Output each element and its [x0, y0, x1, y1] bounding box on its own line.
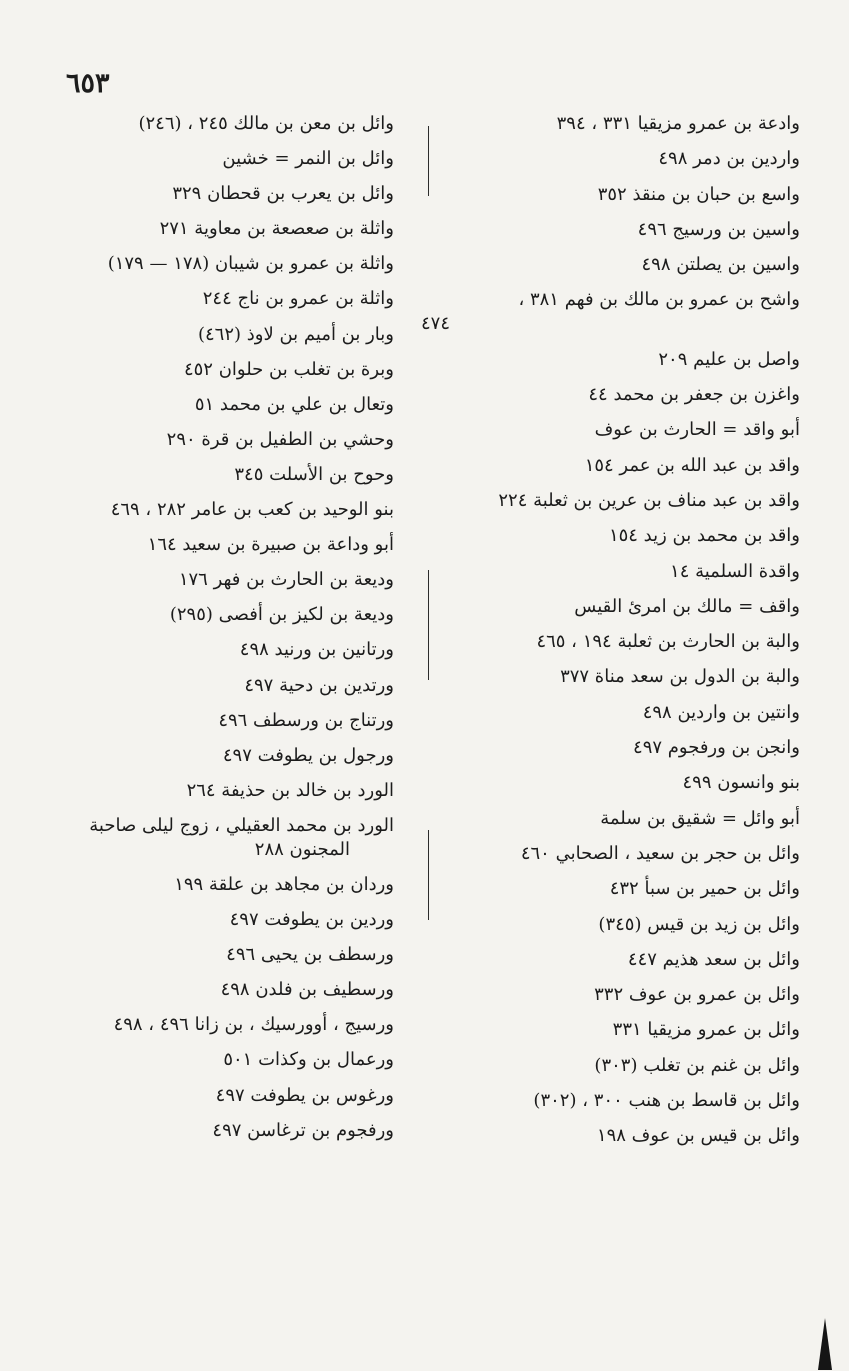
entry-text: واشح بن عمرو بن مالك بن فهم ٣٨١ ، — [518, 289, 800, 311]
entry-text: ورتانين بن ورنيد ٤٩٨ — [239, 639, 394, 661]
entry-text: واقدة السلمية ١٤ — [670, 560, 800, 582]
entry-text: وتعال بن علي بن محمد ٥١ — [194, 393, 394, 415]
index-entry — [4, 943, 394, 978]
index-entry — [4, 674, 394, 709]
entry-text: أبو واقد = الحارث بن عوف — [594, 419, 800, 441]
index-entry — [420, 842, 800, 877]
index-entry — [420, 383, 800, 418]
entry-text: وائل بن النمر = خشين — [222, 148, 394, 170]
entry-text: والبة بن الحارث بن ثعلبة ١٩٤ ، ٤٦٥ — [536, 631, 800, 653]
entry-text: وائل بن سعد هذيم ٤٤٧ — [627, 948, 800, 970]
index-entry — [420, 489, 800, 524]
index-entry — [420, 112, 800, 147]
index-entry — [420, 948, 800, 983]
index-entry — [4, 779, 394, 814]
entry-text: واسين بن ورسيج ٤٩٦ — [637, 218, 800, 240]
entry-text: ورعمال بن وكذات ٥٠١ — [223, 1049, 394, 1071]
entry-text: واسين بن يصلتن ٤٩٨ — [641, 254, 800, 276]
entry-text: واسع بن حبان بن منقذ ٣٥٢ — [597, 183, 800, 205]
index-entry — [4, 323, 394, 358]
index-entry — [4, 463, 394, 498]
index-column-right — [420, 112, 800, 1160]
index-entry — [420, 771, 800, 806]
index-entry — [420, 913, 800, 948]
entry-continuation: المجنون ٢٨٨ — [254, 838, 350, 860]
entry-text: وائل بن قاسط بن هنب ٣٠٠ ، (٣٠٢) — [533, 1090, 800, 1112]
entry-text: ورسطف بن يحيى ٤٩٦ — [226, 944, 394, 966]
entry-text: ورسيج ، أوورسيك ، بن زانا ٤٩٦ ، ٤٩٨ — [113, 1014, 394, 1036]
entry-text: بنو وانسون ٤٩٩ — [682, 772, 800, 794]
entry-text: وحشي بن الطفيل بن قرة ٢٩٠ — [166, 428, 394, 450]
page-number: ٦٥٣ — [66, 68, 110, 99]
entry-text: واثلة بن عمرو بن ناج ٢٤٤ — [202, 288, 394, 310]
index-entry — [420, 983, 800, 1018]
index-entry — [4, 287, 394, 322]
index-entry — [420, 877, 800, 912]
entry-text: واقد بن عبد مناف بن عرين بن ثعلبة ٢٢٤ — [498, 489, 800, 511]
index-entry — [4, 603, 394, 638]
index-entry — [4, 428, 394, 463]
index-column-left — [4, 112, 394, 1154]
entry-text: واثلة بن عمرو بن شيبان (١٧٨ — ١٧٩) — [107, 253, 394, 275]
index-entry — [420, 253, 800, 288]
entry-text: وائل بن عمرو مزيقيا ٣٣١ — [612, 1019, 800, 1041]
entry-text: وردان بن مجاهد بن علقة ١٩٩ — [174, 873, 394, 895]
entry-text: ورتدين بن دحية ٤٩٧ — [244, 674, 394, 696]
index-entry — [4, 814, 394, 873]
entry-text: وائل بن حمير بن سبأ ٤٣٢ — [609, 878, 800, 900]
entry-text: وائل بن قيس بن عوف ١٩٨ — [596, 1125, 800, 1147]
index-entry — [4, 252, 394, 287]
index-entry — [4, 393, 394, 428]
entry-text: واقد بن عبد الله بن عمر ١٥٤ — [584, 454, 800, 476]
entry-continuation: ٤٧٤ — [420, 313, 450, 335]
index-entry — [420, 454, 800, 489]
index-entry — [420, 1018, 800, 1053]
index-entry — [420, 807, 800, 842]
index-entry — [4, 1013, 394, 1048]
entry-text: وردين بن يطوفت ٤٩٧ — [229, 909, 394, 931]
entry-text: وديعة بن لكيز بن أفصى (٢٩٥) — [169, 604, 394, 626]
entry-text: ورسطيف بن فلدن ٤٩٨ — [220, 979, 394, 1001]
entry-text: واغزن بن جعفر بن محمد ٤٤ — [588, 384, 800, 406]
entry-text: واثلة بن صعصعة بن معاوية ٢٧١ — [159, 218, 394, 240]
index-entry — [420, 418, 800, 453]
index-entry — [420, 147, 800, 182]
index-entry — [420, 736, 800, 771]
index-entry — [4, 147, 394, 182]
entry-text: وائل بن غنم بن تغلب (٣٠٣) — [594, 1054, 800, 1076]
entry-text: ورغوس بن يطوفت ٤٩٧ — [215, 1084, 394, 1106]
entry-text: والبة بن الدول بن سعد مناة ٣٧٧ — [560, 666, 800, 688]
index-entry — [420, 595, 800, 630]
index-entry — [420, 288, 800, 347]
index-entry — [4, 873, 394, 908]
entry-text: ورفجوم بن ترغاسن ٤٩٧ — [212, 1119, 394, 1141]
index-entry — [420, 1054, 800, 1089]
entry-text: وادعة بن عمرو مزيقيا ٣٣١ ، ٣٩٤ — [556, 113, 800, 134]
index-entry — [4, 112, 394, 147]
entry-text: وائل بن يعرب بن قحطان ٣٢٩ — [172, 183, 394, 205]
index-entry — [4, 358, 394, 393]
entry-text: ورجول بن يطوفت ٤٩٧ — [222, 744, 394, 766]
index-entry — [4, 908, 394, 943]
index-entry — [420, 1124, 800, 1159]
index-entry — [420, 218, 800, 253]
index-entry — [4, 217, 394, 252]
entry-text: وائل بن عمرو بن عوف ٣٣٢ — [594, 984, 800, 1006]
entry-text: واقد بن محمد بن زيد ١٥٤ — [608, 525, 800, 547]
index-entry — [4, 709, 394, 744]
index-entry — [4, 568, 394, 603]
index-entry — [420, 560, 800, 595]
index-entry — [4, 533, 394, 568]
entry-text: بنو الوحيد بن كعب بن عامر ٢٨٢ ، ٤٦٩ — [110, 499, 394, 521]
entry-text: وحوح بن الأسلت ٣٤٥ — [234, 463, 394, 485]
entry-text: وديعة بن الحارث بن فهر ١٧٦ — [178, 569, 394, 591]
entry-text: واردين بن دمر ٤٩٨ — [658, 148, 800, 170]
entry-text: وانتين بن واردين ٤٩٨ — [642, 701, 800, 723]
index-entry — [420, 183, 800, 218]
index-entry — [4, 1084, 394, 1119]
entry-text: واقف = مالك بن امرئ القيس — [574, 595, 800, 617]
index-entry — [4, 498, 394, 533]
index-entry — [4, 978, 394, 1013]
entry-text: وبرة بن تغلب بن حلوان ٤٥٢ — [183, 358, 394, 380]
index-entry — [420, 524, 800, 559]
index-entry — [4, 182, 394, 217]
index-entry — [4, 638, 394, 673]
entry-text: وائل بن زيد بن قيس (٣٤٥) — [598, 913, 800, 935]
entry-text: واصل بن عليم ٢٠٩ — [658, 348, 800, 370]
index-entry — [4, 1048, 394, 1083]
entry-text: وبار بن أميم بن لاوذ (٤٦٢) — [197, 323, 394, 345]
index-entry — [420, 701, 800, 736]
entry-text: وائل بن معن بن مالك ٢٤٥ ، (٢٤٦) — [138, 113, 394, 134]
printer-mark — [818, 1318, 832, 1370]
entry-text: ورتناج بن ورسطف ٤٩٦ — [218, 709, 394, 731]
index-entry — [4, 1119, 394, 1154]
entry-text: الورد بن محمد العقيلي ، زوج ليلى صاحبة — [89, 814, 394, 836]
entry-text: أبو وائل = شقيق بن سلمة — [600, 807, 800, 829]
entry-text: أبو وداعة بن صبيرة بن سعيد ١٦٤ — [147, 534, 394, 556]
entry-text: الورد بن خالد بن حذيفة ٢٦٤ — [186, 779, 394, 801]
index-entry — [420, 630, 800, 665]
entry-text: وائل بن حجر بن سعيد ، الصحابي ٤٦٠ — [520, 842, 800, 864]
index-entry — [420, 348, 800, 383]
entry-text: وانجن بن ورفجوم ٤٩٧ — [633, 737, 800, 759]
index-entry — [420, 1089, 800, 1124]
index-entry — [4, 744, 394, 779]
index-entry — [420, 665, 800, 700]
